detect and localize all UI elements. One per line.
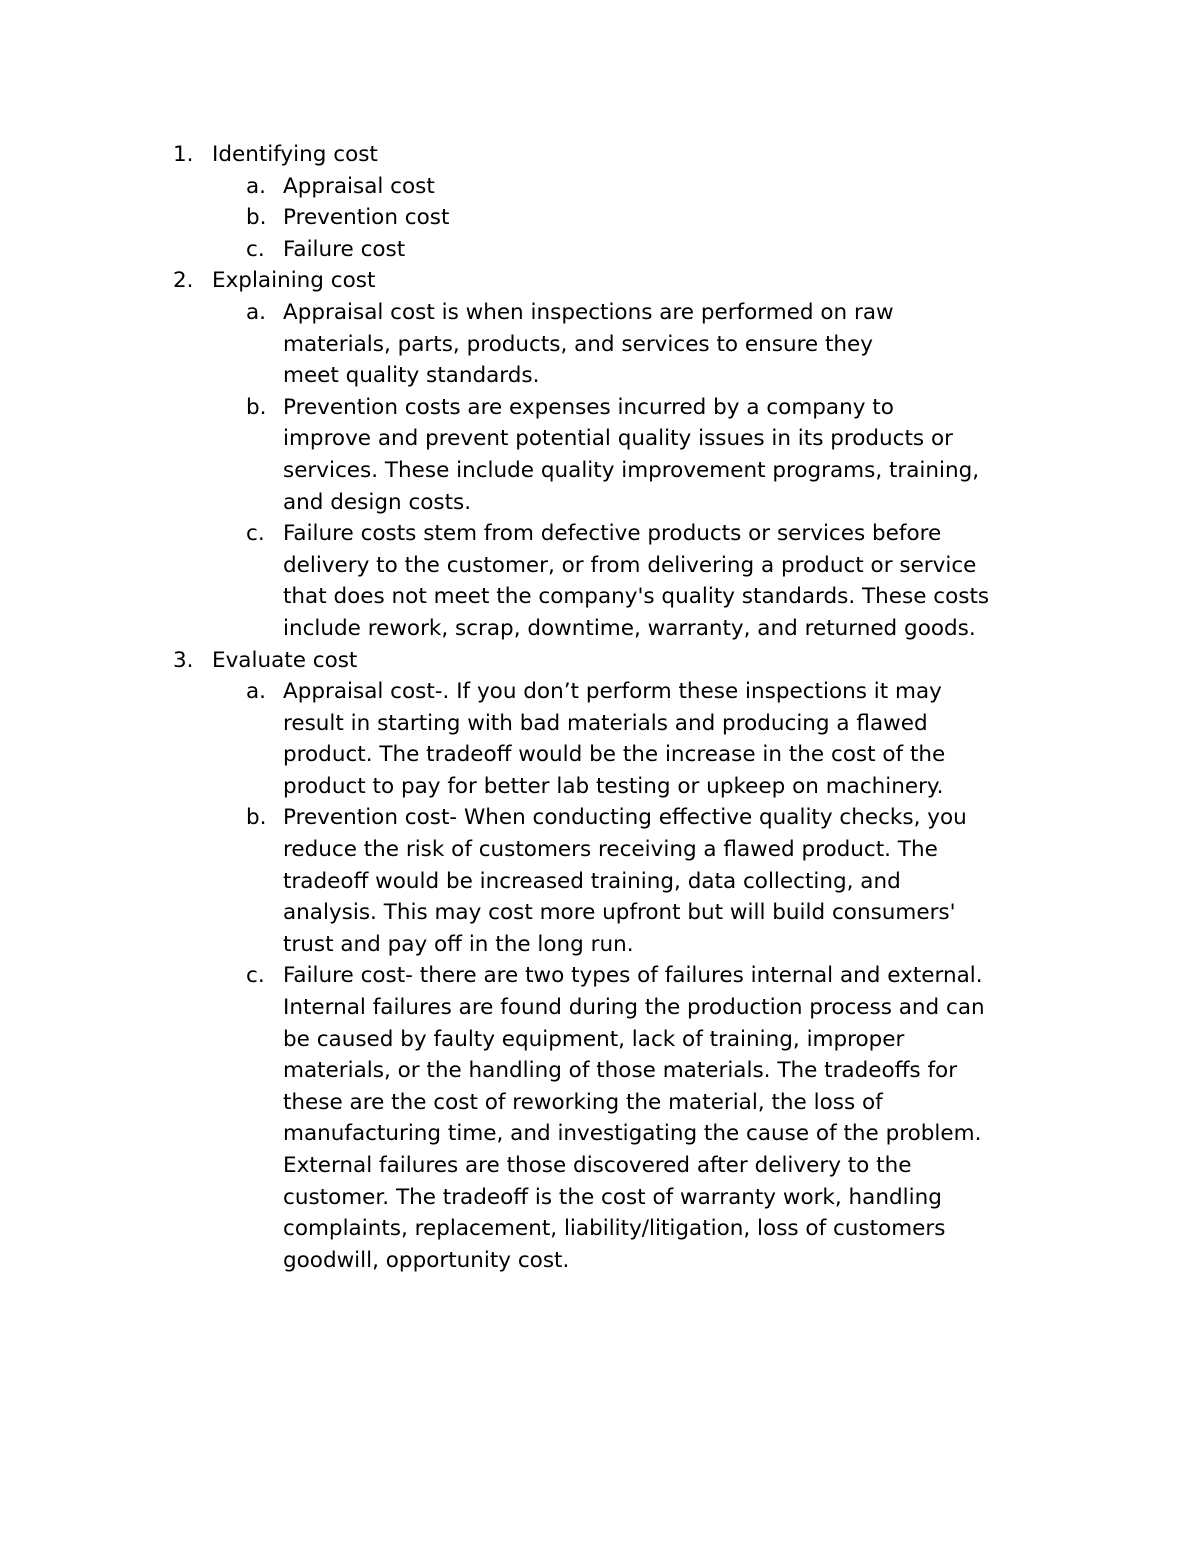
item-letter: a.	[246, 173, 267, 199]
list-item	[173, 802, 1073, 960]
list-item	[173, 234, 1073, 266]
item-letter: a.	[246, 679, 267, 705]
section-explaining-cost	[173, 265, 1073, 644]
item-text: Failure costs stem from defective products or services before delivery to the customer, or from delivering a product or service that does not meet the company's quality standards. These costs include rework, scrap, downtime, warranty, and returned goods.	[283, 521, 990, 641]
item-text: Appraisal cost	[283, 173, 435, 199]
item-text: Failure cost	[283, 236, 406, 262]
item-text: Prevention cost	[283, 205, 450, 231]
item-text: Appraisal cost is when inspections are performed on raw materials, parts, products, and services to ensure they meet quality standards.	[283, 299, 894, 389]
list-item	[173, 297, 1073, 392]
section-title: Explaining cost	[212, 268, 376, 294]
list-item	[173, 202, 1073, 234]
numbered-outline	[173, 139, 1073, 1276]
item-text: Failure cost- there are two types of failures internal and external. Internal failures are found during the production process and can be caused by faulty equipment, lack of training, improper materials, or the handling of those materials. The tradeoffs for these are the cost of reworking the material, the loss of manufacturing time, and investigating the cause of the problem. External failures are those discovered after delivery to the customer. The tradeoff is the cost of warranty work, handling complaints, replacement, liability/litigation, loss of customers goodwill, opportunity cost.	[283, 963, 985, 1273]
list-item	[173, 518, 1073, 644]
list-item	[173, 392, 1073, 518]
section-title: Evaluate cost	[212, 647, 358, 673]
section-number: 3.	[173, 647, 194, 673]
section-identifying-cost	[173, 139, 1073, 265]
item-letter: c.	[246, 963, 265, 989]
section-evaluate-cost	[173, 645, 1073, 1277]
item-letter: b.	[246, 205, 267, 231]
item-text: Prevention costs are expenses incurred by a company to improve and prevent potential quality issues in its products or services. These include quality improvement programs, training, and design costs.	[283, 394, 980, 515]
item-letter: c.	[246, 521, 265, 547]
list-item	[173, 171, 1073, 203]
section-number: 1.	[173, 142, 194, 167]
list-item	[173, 676, 1073, 802]
item-text: Prevention cost- When conducting effective quality checks, you reduce the risk of customers receiving a flawed product. The tradeoff would be increased training, data collecting, and analysis. This may cost more upfront but will build consumers' trust and pay off in the long run.	[283, 805, 967, 957]
section-title: Identifying cost	[212, 142, 378, 167]
item-letter: b.	[246, 805, 267, 831]
section-number: 2.	[173, 268, 194, 294]
list-item	[173, 960, 1073, 1276]
item-letter: a.	[246, 299, 267, 325]
item-text: Appraisal cost-. If you don’t perform these inspections it may result in starting with bad materials and producing a flawed product. The tradeoff would be the increase in the cost of the product to pay for better lab testing or upkeep on machinery.	[283, 679, 946, 799]
item-letter: b.	[246, 394, 267, 420]
item-letter: c.	[246, 236, 265, 262]
